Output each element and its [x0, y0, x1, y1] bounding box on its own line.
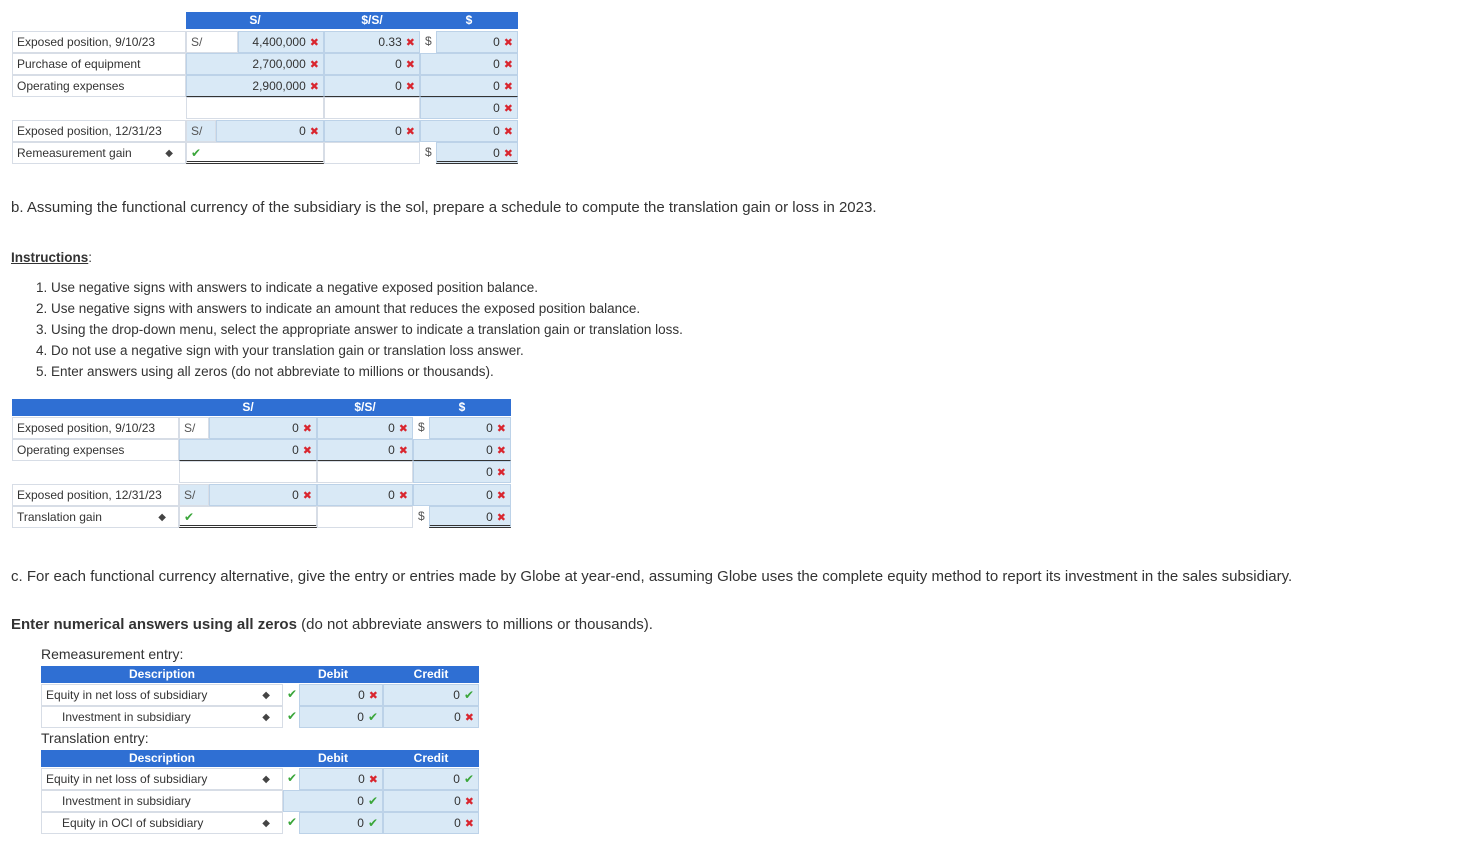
correct-icon: ✔ [367, 816, 378, 830]
header-debit: Debit [283, 666, 383, 683]
incorrect-icon: ✖ [503, 148, 513, 160]
correct-icon: ✔ [287, 709, 298, 723]
sol-blank [186, 97, 324, 119]
incorrect-icon: ✖ [496, 445, 506, 457]
instruction-item: 3. Using the drop-down menu, select the appropriate answer to indicate a translation gain or translation loss. [36, 322, 683, 337]
debit-input[interactable]: 0 ✔ [299, 706, 383, 728]
rate-blank [317, 506, 413, 528]
account-dropdown[interactable] [41, 768, 283, 790]
incorrect-icon: ✖ [302, 445, 312, 457]
credit-input[interactable]: 0 ✔ [383, 768, 479, 790]
row-label: Exposed position, 12/31/23 [12, 484, 179, 506]
debit-input[interactable]: 0 ✖ [299, 684, 383, 706]
incorrect-icon: ✖ [302, 423, 312, 435]
currency-label: S/ [186, 120, 216, 142]
dropdown-arrows-icon: ◆ [158, 512, 166, 523]
dollar-sign: $ [425, 145, 432, 159]
rate-input[interactable]: 0 ✖ [324, 53, 420, 75]
remeasurement-dropdown[interactable] [12, 142, 186, 164]
usd-input[interactable]: 0 ✖ [420, 75, 518, 97]
question-c: c. For each functional currency alternative, give the entry or entries made by Globe at year-end, assuming Globe uses the complete equity method to report its investment in the sales subsidiary. [11, 568, 1293, 585]
dropdown-arrows-icon: ◆ [262, 712, 270, 723]
translation-entry-title: Translation entry: [41, 730, 149, 746]
incorrect-icon: ✖ [309, 81, 319, 93]
dollar-sign: $ [418, 420, 425, 434]
account-dropdown[interactable] [41, 706, 283, 728]
currency-label: S/ [179, 484, 209, 506]
correct-icon: ✔ [287, 687, 298, 701]
instruction-item: 2. Use negative signs with answers to indicate an amount that reduces the exposed position balance. [36, 301, 641, 316]
debit-input[interactable]: 0 ✖ [299, 768, 383, 790]
incorrect-icon: ✖ [405, 59, 415, 71]
header-credit: Credit [383, 666, 479, 683]
incorrect-icon: ✖ [464, 818, 474, 830]
account-name: Equity in OCI of subsidiary [62, 816, 204, 830]
usd-input[interactable]: 0 ✖ [436, 142, 518, 164]
row-label: Exposed position, 12/31/23 [12, 120, 186, 142]
dropdown-value: Translation gain [17, 510, 102, 524]
usd-input[interactable]: 0 ✖ [436, 31, 518, 53]
sol-input[interactable]: 2,700,000 ✖ [186, 53, 324, 75]
header-spacer [12, 399, 179, 416]
usd-input[interactable]: 0 ✖ [429, 506, 511, 528]
incorrect-icon: ✖ [398, 445, 408, 457]
header-debit: Debit [283, 750, 383, 767]
currency-label: S/ [179, 417, 209, 439]
rate-input[interactable]: 0.33 ✖ [324, 31, 420, 53]
incorrect-icon: ✖ [503, 59, 513, 71]
rate-blank [324, 142, 420, 164]
dollar-sign: $ [418, 509, 425, 523]
header-spacer [12, 12, 184, 29]
incorrect-icon: ✖ [368, 690, 378, 702]
account-dropdown[interactable] [41, 812, 283, 834]
header-rate: $/S/ [317, 399, 413, 416]
incorrect-icon: ✖ [464, 796, 474, 808]
sol-blank [179, 461, 317, 483]
rate-input[interactable]: 0 ✖ [317, 439, 413, 461]
incorrect-icon: ✖ [503, 81, 513, 93]
row-label: Operating expenses [12, 75, 186, 97]
instruction-item: 5. Enter answers using all zeros (do not abbreviate to millions or thousands). [36, 364, 494, 379]
rate-input[interactable]: 0 ✖ [317, 484, 413, 506]
account-name: Equity in net loss of subsidiary [46, 688, 208, 702]
header-usd: $ [413, 399, 511, 416]
answer-note-rest: (do not abbreviate answers to millions or thousands). [296, 616, 653, 633]
correct-icon: ✔ [287, 815, 298, 829]
header-description: Description [41, 666, 283, 683]
account-name: Equity in net loss of subsidiary [46, 772, 208, 786]
incorrect-icon: ✖ [302, 490, 312, 502]
rate-input[interactable]: 0 ✖ [317, 417, 413, 439]
correct-icon: ✔ [287, 771, 298, 785]
incorrect-icon: ✖ [503, 37, 513, 49]
sol-input[interactable]: 0 ✖ [216, 120, 324, 142]
row-label [12, 97, 186, 119]
instructions-title: Instructions [11, 250, 89, 265]
currency-label: S/ [186, 31, 238, 53]
incorrect-icon: ✖ [464, 712, 474, 724]
incorrect-icon: ✖ [496, 467, 506, 479]
correct-icon: ✔ [463, 688, 474, 702]
incorrect-icon: ✖ [503, 126, 513, 138]
usd-input[interactable]: 0 ✖ [413, 439, 511, 461]
incorrect-icon: ✖ [309, 126, 319, 138]
sol-input[interactable]: 0 ✖ [179, 439, 317, 461]
credit-input[interactable]: 0 ✖ [383, 706, 479, 728]
usd-input[interactable]: 0 ✖ [413, 461, 511, 483]
incorrect-icon: ✖ [496, 490, 506, 502]
correct-icon: ✔ [367, 710, 378, 724]
account-dropdown[interactable] [41, 790, 283, 812]
usd-input[interactable]: 0 ✖ [420, 97, 518, 119]
dropdown-arrows-icon: ◆ [165, 148, 173, 159]
row-label: Exposed position, 9/10/23 [12, 417, 179, 439]
dropdown-arrows-icon: ◆ [262, 690, 270, 701]
incorrect-icon: ✖ [503, 103, 513, 115]
dropdown-value: Remeasurement gain [17, 146, 132, 160]
header-credit: Credit [383, 750, 479, 767]
usd-input[interactable]: 0 ✖ [413, 484, 511, 506]
incorrect-icon: ✖ [496, 512, 506, 524]
account-name: Investment in subsidiary [62, 710, 191, 724]
sol-input[interactable]: 4,400,000 ✖ [238, 31, 324, 53]
header-sol: S/ [179, 399, 317, 416]
incorrect-icon: ✖ [405, 37, 415, 49]
credit-input[interactable]: 0 ✖ [383, 812, 479, 834]
correct-icon: ✔ [367, 794, 378, 808]
correct-icon: ✔ [463, 772, 474, 786]
correct-icon: ✔ [184, 510, 195, 524]
translation-dropdown[interactable] [12, 506, 179, 528]
usd-input[interactable]: 0 ✖ [420, 53, 518, 75]
credit-input[interactable]: 0 ✖ [383, 790, 479, 812]
row-label: Purchase of equipment [12, 53, 186, 75]
header-description: Description [41, 750, 283, 767]
sol-input[interactable]: 0 ✖ [209, 417, 317, 439]
header-rate: $/S/ [324, 12, 420, 29]
account-dropdown[interactable] [41, 684, 283, 706]
incorrect-icon: ✖ [309, 59, 319, 71]
rate-blank [317, 461, 413, 483]
rate-input[interactable]: 0 ✖ [324, 120, 420, 142]
rate-input[interactable]: 0 ✖ [324, 75, 420, 97]
dropdown-arrows-icon: ◆ [262, 774, 270, 785]
incorrect-icon: ✖ [309, 37, 319, 49]
incorrect-icon: ✖ [398, 423, 408, 435]
sol-input[interactable]: 2,900,000 ✖ [186, 75, 324, 97]
usd-input[interactable]: 0 ✖ [420, 120, 518, 142]
answer-note-bold: Enter numerical answers using all zeros [11, 616, 297, 633]
question-b: b. Assuming the functional currency of the subsidiary is the sol, prepare a schedule to compute the translation gain or loss in 2023. [11, 199, 877, 216]
header-sol: S/ [186, 12, 324, 29]
instructions-heading [11, 250, 92, 265]
rate-blank [324, 97, 420, 119]
incorrect-icon: ✖ [398, 490, 408, 502]
debit-input[interactable]: 0 ✔ [283, 790, 383, 812]
incorrect-icon: ✖ [496, 423, 506, 435]
instruction-item: 1. Use negative signs with answers to indicate a negative exposed position balance. [36, 280, 539, 295]
answer-note [11, 616, 653, 633]
remeasurement-entry-title: Remeasurement entry: [41, 646, 184, 662]
sol-input[interactable]: 0 ✖ [209, 484, 317, 506]
incorrect-icon: ✖ [405, 81, 415, 93]
row-label: Exposed position, 9/10/23 [12, 31, 186, 53]
instruction-item: 4. Do not use a negative sign with your translation gain or translation loss answer. [36, 343, 524, 358]
usd-input[interactable]: 0 ✖ [429, 417, 511, 439]
header-usd: $ [420, 12, 518, 29]
row-label [12, 461, 179, 483]
row-label: Operating expenses [12, 439, 179, 461]
correct-icon: ✔ [191, 146, 202, 160]
dropdown-arrows-icon: ◆ [262, 818, 270, 829]
incorrect-icon: ✖ [368, 774, 378, 786]
incorrect-icon: ✖ [405, 126, 415, 138]
debit-input[interactable]: 0 ✔ [299, 812, 383, 834]
instructions-colon: : [88, 250, 93, 265]
account-name: Investment in subsidiary [62, 794, 191, 808]
check-cell [179, 506, 317, 528]
instructions-list [36, 277, 683, 382]
dollar-sign: $ [425, 34, 432, 48]
check-cell [186, 142, 324, 164]
credit-input[interactable]: 0 ✔ [383, 684, 479, 706]
